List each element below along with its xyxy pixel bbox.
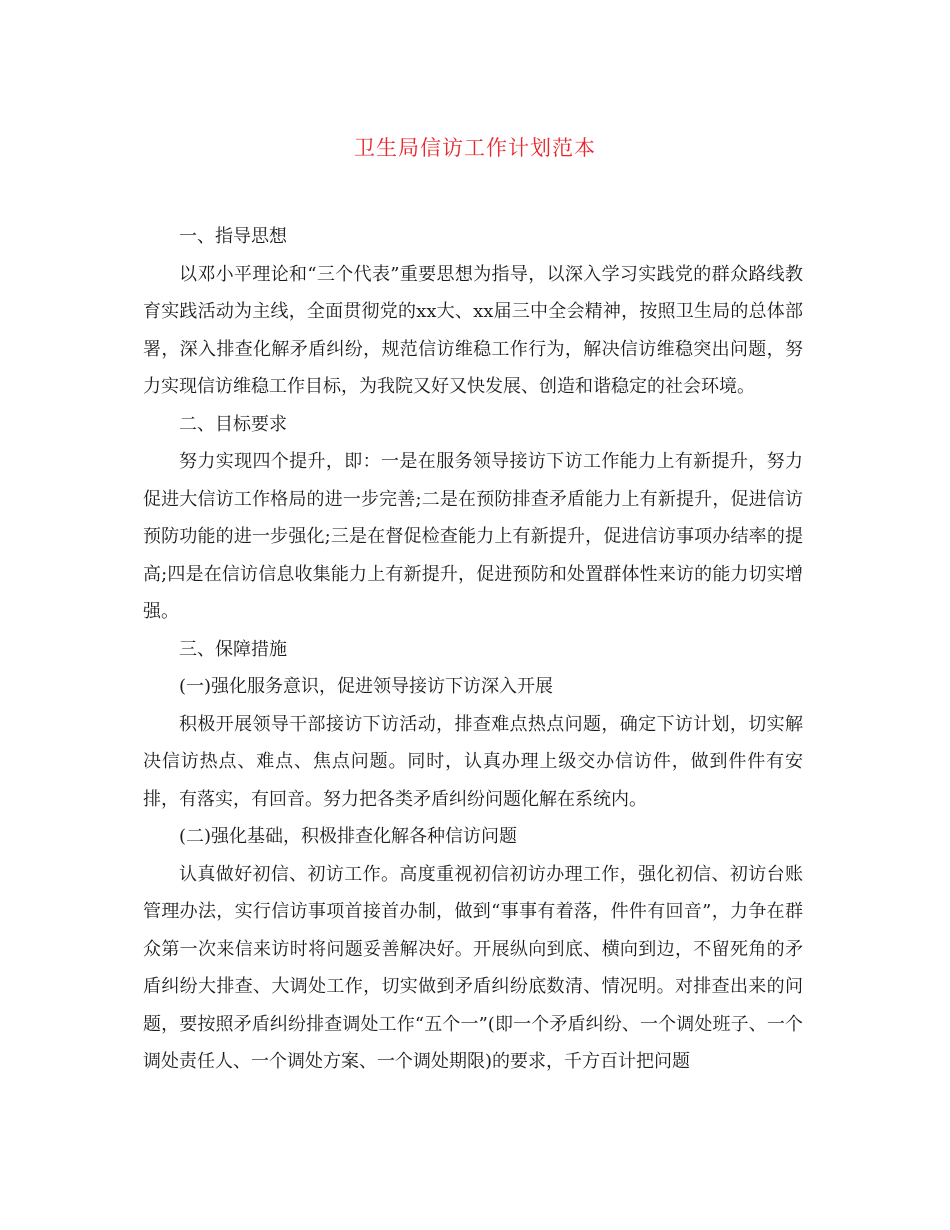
subheading-strengthen-foundation: (二)强化基础，积极排查化解各种信访问题 [179, 826, 518, 847]
section-heading-guiding-ideology: 一、指导思想 [179, 226, 287, 247]
document-body [143, 218, 803, 1081]
document-title: 卫生局信访工作计划范本 [354, 136, 596, 160]
section-heading-measures: 三、保障措施 [179, 638, 287, 660]
paragraph-goals: 努力实现四个提升，即：一是在服务领导接访下访工作能力上有新提升，努力促进大信访工作格局的进一步完善;二是在预防排查矛盾能力上有新提升，促进信访预防功能的进一步强化;三是在督促检查能力上有新提升，促进信访事项办结率的提高;四是在信访信息收集能力上有新提升，促进预防和处置群体性来访的能力切实增强。 [143, 451, 803, 622]
section-heading-goals: 二、目标要求 [179, 413, 287, 435]
paragraph-strengthen-foundation: 认真做好初信、初访工作。高度重视初信初访办理工作，强化初信、初访台账管理办法，实行信访事项首接首办制，做到“事事有着落，件件有回音”，力争在群众第一次来信来访时将问题妥善解决好。开展纵向到底、横向到边，不留死角的矛盾纠纷大排查、大调处工作，切实做到矛盾纠纷底数清、情况明。对排查出来的问题，要按照矛盾纠纷排查调处工作“五个一”(即一个矛盾纠纷、一个调处班子、一个调处责任人、一个调处方案、一个调处期限)的要求，千方百计把问题 [143, 863, 803, 1072]
paragraph-service-awareness: 积极开展领导干部接访下访活动，排查难点热点问题，确定下访计划，切实解决信访热点、难点、焦点问题。同时，认真办理上级交办信访件，做到件件有安排，有落实，有回音。努力把各类矛盾纠纷问题化解在系统内。 [143, 713, 803, 810]
paragraph-guiding-ideology: 以邓小平理论和“三个代表”重要思想为指导，以深入学习实践党的群众路线教育实践活动为主线，全面贯彻党的xx大、xx届三中全会精神，按照卫生局的总体部署，深入排查化解矛盾纠纷，规范信访维稳工作行为，解决信访维稳突出问题，努力实现信访维稳工作目标，为我院又好又快发展、创造和谐稳定的社会环境。 [143, 263, 803, 397]
subheading-service-awareness: (一)强化服务意识，促进领导接访下访深入开展 [179, 676, 554, 697]
